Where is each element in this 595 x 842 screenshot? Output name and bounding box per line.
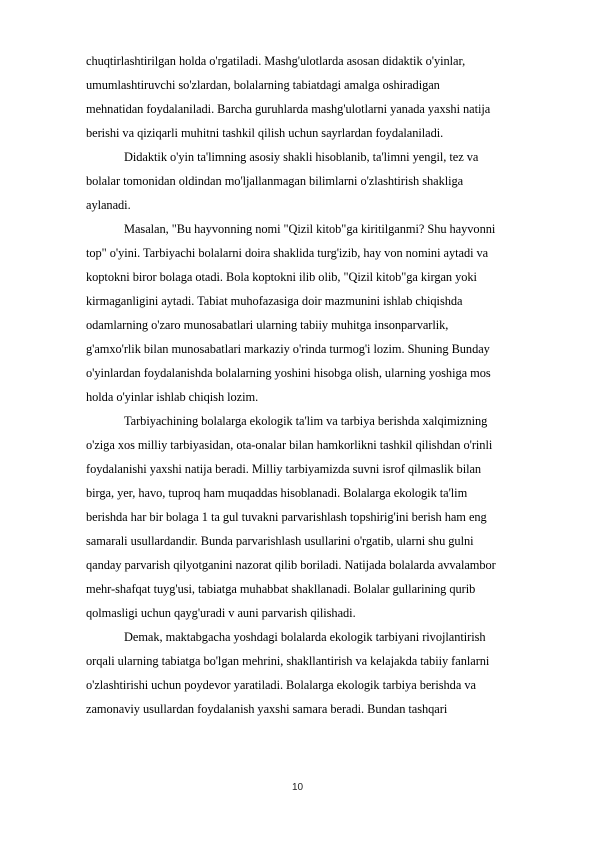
text-line: g'amxo'rlik bilan munosabatlari markaziy o'rinda turmog'i lozim. Shuning Bunday [86, 342, 490, 356]
text-line: o'yinlardan foydalanishda bolalarning yoshini hisobga olish, ularning yoshiga mos [86, 366, 491, 380]
text-line: kirmaganligini aytadi. Tabiat muhofazasiga doir mazmunini ishlab chiqishda [86, 294, 463, 308]
text-line: qanday parvarish qilyotganini nazorat qilib boriladi. Natijada bolalarda avvalambor [86, 558, 496, 572]
text-line: mehr-shafqat tuyg'usi, tabiatga muhabbat shakllanadi. Bolalar gullarining qurib [86, 582, 476, 596]
text-line: samarali usullardandir. Bunda parvarishlash usullarini o'rgatib, ularni shu gulni [86, 534, 474, 548]
text-line: odamlarning o'zaro munosabatlari ularning tabiiy muhitga insonparvarlik, [86, 318, 449, 332]
text-line: aylanadi. [86, 198, 131, 212]
text-line: koptokni biror bolaga otadi. Bola koptokni ilib olib, "Qizil kitob"ga kirgan yoki [86, 270, 477, 284]
text-line: top" o'yini. Tarbiyachi bolalarni doira shaklida turg'izib, hay von nomini aytadi va [86, 246, 489, 260]
paragraph-first-line: Didaktik o'yin ta'limning asosiy shakli hisoblanib, ta'limni yengil, tez va [124, 150, 479, 164]
text-line: berishi va qiziqarli muhitni tashkil qilish uchun sayrlardan foydalaniladi. [86, 126, 444, 140]
text-line: mehnatidan foydalaniladi. Barcha guruhlarda mashg'ulotlarni yanada yaxshi natija [86, 102, 491, 116]
paragraph-first-line: Tarbiyachining bolalarga ekologik ta'lim va tarbiya berishda xalqimizning [124, 414, 488, 428]
text-line: berishda har bir bolaga 1 ta gul tuvakni parvarishlash topshirig'ini berish ham eng [86, 510, 487, 524]
text-line: o'ziga xos milliy tarbiyasidan, ota-onalar bilan hamkorlikni tashkil qilishdan o'rinli [86, 438, 493, 452]
text-line: chuqtirlashtirilgan holda o'rgatiladi. Mashg'ulotlarda asosan didaktik o'yinlar, [86, 54, 466, 68]
text-line: orqali ularning tabiatga bo'lgan mehrini, shakllantirish va kelajakda tabiiy fanlarni [86, 654, 490, 668]
text-line: umumlashtiruvchi so'zlardan, bolalarning tabiatdagi amalga oshiradigan [86, 78, 440, 92]
text-line: bolalar tomonidan oldindan mo'ljallanmagan bilimlarni o'zlashtirish shakliga [86, 174, 464, 188]
text-line: birga, yer, havo, tuproq ham muqaddas hisoblanadi. Bolalarga ekologik ta'lim [86, 486, 468, 500]
paragraph-first-line: Demak, maktabgacha yoshdagi bolalarda ekologik tarbiyani rivojlantirish [124, 630, 486, 644]
text-line: holda o'yinlar ishlab chiqish lozim. [86, 390, 259, 404]
page-number: 10 [291, 782, 304, 793]
paragraph-first-line: Masalan, "Bu hayvonning nomi "Qizil kitob"ga kiritilganmi? Shu hayvonni [124, 222, 496, 236]
text-line: qolmasligi uchun qayg'uradi v auni parvarish qilishadi. [86, 606, 356, 620]
text-line: o'zlashtirishi uchun poydevor yaratiladi. Bolalarga ekologik tarbiya berishda va [86, 678, 476, 692]
text-line: zamonaviy usullardan foydalanish yaxshi samara beradi. Bundan tashqari [86, 702, 448, 716]
text-line: foydalanishi yaxshi natija beradi. Milliy tarbiyamizda suvni isrof qilmaslik bilan [86, 462, 482, 476]
